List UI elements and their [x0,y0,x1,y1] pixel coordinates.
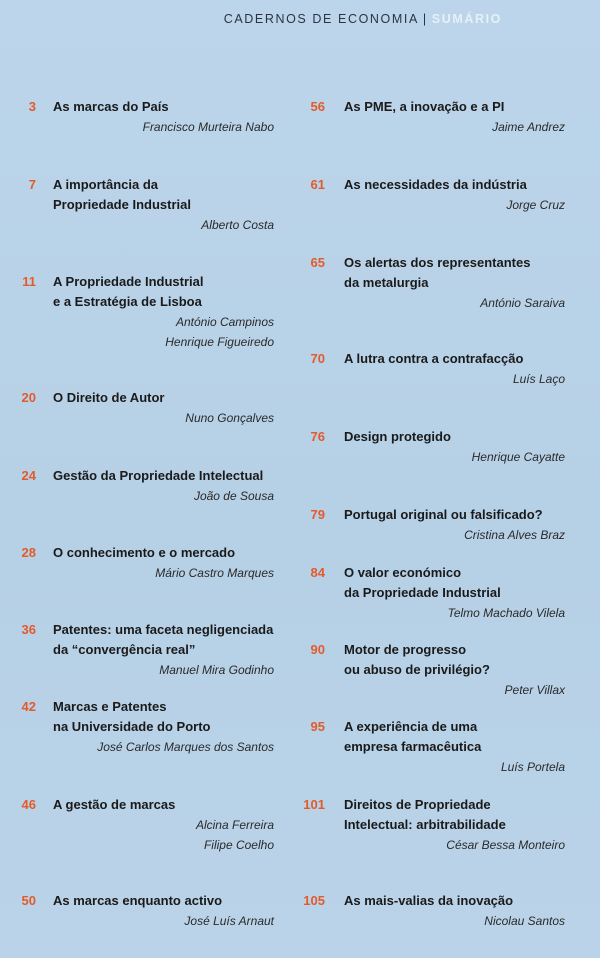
article-title-line: Design protegido [344,429,451,444]
article-authors [472,447,565,467]
article-title-line: da metalurgia [344,275,429,290]
author-name: Francisco Murteira Nabo [142,120,274,134]
page-number: 70 [310,351,325,366]
author-name: Filipe Coelho [203,838,274,852]
article-authors [159,660,274,680]
article-title-line: Marcas e Patentes [53,699,167,714]
article-authors [155,563,274,583]
article-title-line: A importância da [53,177,158,192]
page-number: 76 [310,429,325,444]
article-title-line: Os alertas dos representantes [344,255,531,270]
article-title-line: A Propriedade Industrial [53,274,204,289]
article-title-line: Intelectual: arbitrabilidade [344,817,506,832]
article-authors [506,195,565,215]
article-authors [513,369,565,389]
page-number: 28 [21,545,36,560]
author-name: António Saraiva [480,296,565,310]
article-title-line: O valor económico [344,565,462,580]
article-title [344,891,513,911]
page-number: 84 [310,565,325,580]
author-name: Jorge Cruz [506,198,565,212]
page-number: 105 [303,893,325,908]
author-name: Henrique Cayatte [471,450,565,464]
page-number: 79 [310,507,325,522]
article-title [53,388,164,408]
article-title-line: e a Estratégia de Lisboa [53,294,202,309]
article-title-line: As mais-valias da inovação [344,893,514,908]
article-title [344,97,504,117]
article-authors [201,215,274,235]
article-title [344,563,501,603]
author-name: Nicolau Santos [484,914,565,928]
page-number: 24 [21,468,36,483]
page-number: 61 [310,177,325,192]
article-title [53,466,263,486]
article-title [344,427,451,447]
author-name: João de Sousa [193,489,274,503]
article-title [53,697,210,737]
article-title-line: A lutra contra a contrafacção [344,351,524,366]
page-number: 65 [310,255,325,270]
article-authors [185,408,274,428]
article-title-line: As marcas enquanto activo [53,893,223,908]
article-title-line: O conhecimento e o mercado [53,545,236,560]
article-title-line: Portugal original ou falsificado? [344,507,543,522]
article-title-line: empresa farmacêutica [344,739,482,754]
article-authors [464,525,565,545]
page-number: 11 [22,274,36,289]
article-authors [501,757,565,777]
article-title-line: Motor de progresso [344,642,467,657]
article-title-line: O Direito de Autor [53,390,165,405]
author-name: António Campinos [175,315,274,329]
header-separator: | [422,12,428,26]
author-name: Jaime Andrez [492,120,565,134]
page-number: 42 [21,699,36,714]
author-name: Alcina Ferreira [195,818,274,832]
article-title [53,795,175,815]
article-authors [446,835,565,855]
author-name: Alberto Costa [201,218,274,232]
article-authors [184,911,274,931]
article-title-line: As marcas do País [53,99,169,114]
author-name: Luís Portela [500,760,565,774]
page-number: 3 [28,99,36,114]
page-number: 46 [21,797,36,812]
article-title [344,795,506,835]
article-title [344,175,527,195]
article-title-line: Direitos de Propriedade [344,797,491,812]
article-title-line: As PME, a inovação e a PI [344,99,505,114]
author-name: José Carlos Marques dos Santos [97,740,274,754]
author-name: Luís Laço [512,372,565,386]
article-title-line: Gestão da Propriedade Intelectual [53,468,264,483]
article-title [53,272,204,312]
page-number: 7 [28,177,36,192]
article-authors [492,117,565,137]
article-authors [196,815,274,855]
page-number: 50 [21,893,36,908]
author-name: Telmo Machado Vilela [447,606,565,620]
article-title [344,505,543,525]
article-title-line: A experiência de uma [344,719,478,734]
article-authors [484,911,565,931]
author-name: Manuel Mira Godinho [159,663,274,677]
article-title [344,253,530,293]
author-name: Mário Castro Marques [155,566,274,580]
article-title-line: ou abuso de privilégio? [344,662,490,677]
article-authors [448,603,565,623]
article-title-line: da Propriedade Industrial [344,585,501,600]
page-number: 90 [310,642,325,657]
page-header [224,12,502,26]
article-title-line: Propriedade Industrial [53,197,191,212]
article-authors [165,312,274,352]
page-number: 95 [310,719,325,734]
author-name: César Bessa Monteiro [446,838,565,852]
article-title [53,97,169,117]
article-title [344,717,481,757]
page-number: 36 [21,622,36,637]
section-title: SUMÁRIO [431,12,502,26]
author-name: Peter Villax [504,683,565,697]
article-authors [194,486,274,506]
page-number: 101 [303,797,325,812]
article-title-line: Patentes: uma faceta negligenciada [53,622,274,637]
page-number: 20 [21,390,36,405]
article-title-line: As necessidades da indústria [344,177,527,192]
article-title [344,349,523,369]
article-authors [143,117,274,137]
author-name: Henrique Figueiredo [165,335,274,349]
article-authors [505,680,565,700]
article-authors [97,737,274,757]
author-name: Cristina Alves Braz [464,528,565,542]
article-title [53,543,235,563]
author-name: José Luís Arnaut [184,914,274,928]
article-title-line: da “convergência real” [53,642,196,657]
article-title [344,640,490,680]
article-title-line: na Universidade do Porto [53,719,211,734]
article-title [53,175,191,215]
page-number: 56 [310,99,325,114]
author-name: Nuno Gonçalves [185,411,274,425]
article-title-line: A gestão de marcas [53,797,176,812]
article-title [53,620,273,660]
article-authors [480,293,565,313]
article-title [53,891,222,911]
publication-name: CADERNOS DE ECONOMIA [223,12,419,26]
